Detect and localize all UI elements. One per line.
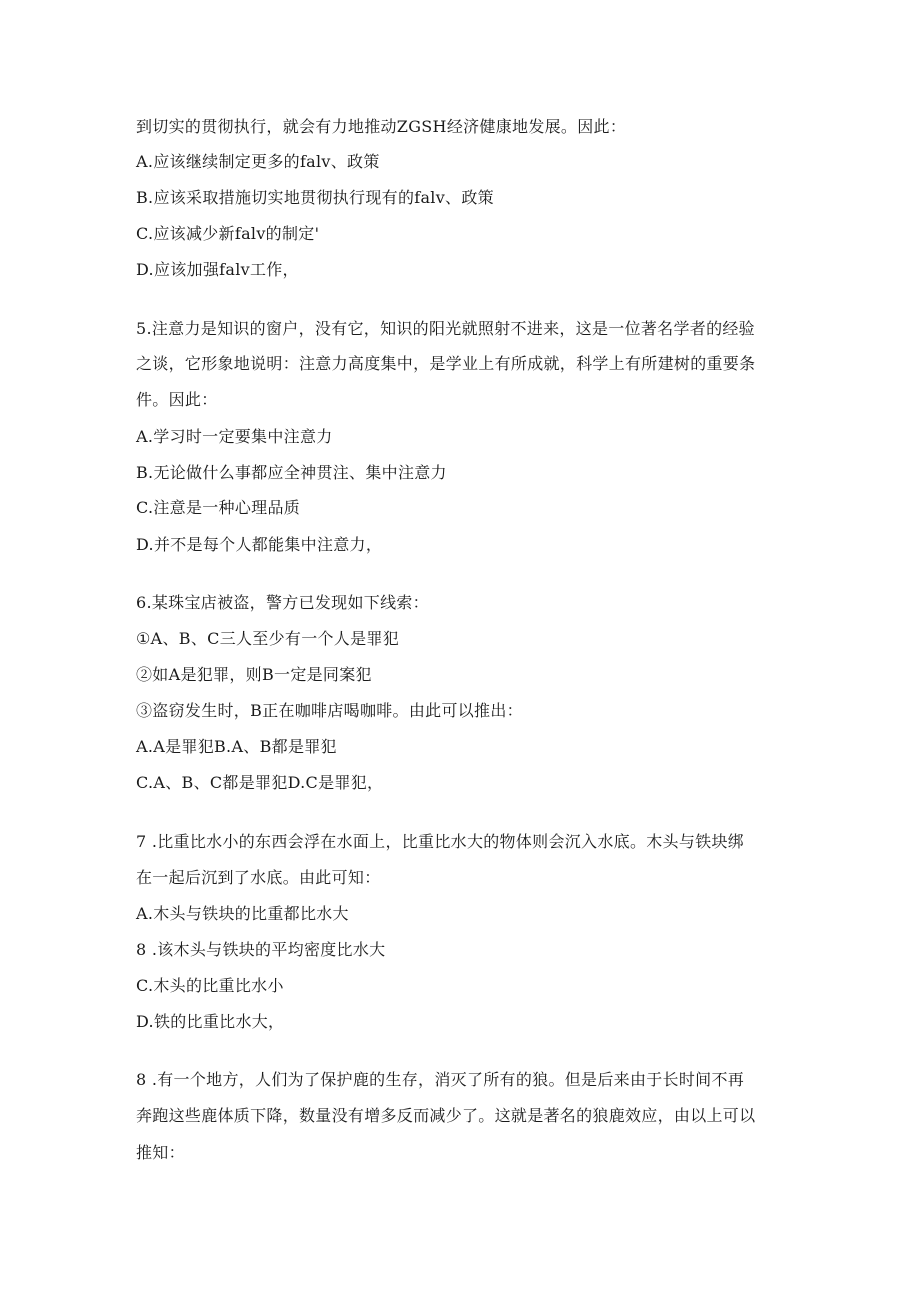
q5-option-a: A.学习时一定要集中注意力 [136,427,333,446]
q6-options-line-1: A.A是罪犯B.A、B都是罪犯 [136,737,337,756]
q7-option-d: D.铁的比重比水大， [136,1012,285,1031]
q8-stem-line-3: 推知： [136,1143,185,1162]
q7-option-b: 8 .该木头与铁块的平均密度比水大 [136,940,386,959]
q5-stem-line-3: 件。因此： [136,390,218,409]
q4-option-d: D.应该加强falv工作， [136,260,299,279]
q7-stem-line-1: 7 .比重比水小的东西会浮在水面上，比重比水大的物体则会沉入水底。木头与铁块绑 [136,832,745,851]
q4-option-c: C.应该减少新falv的制定' [136,224,320,243]
q5-stem-line-2: 之谈，它形象地说明：注意力高度集中，是学业上有所成就，科学上有所建树的重要条 [136,354,756,373]
q6-clue-2: ②如A是犯罪，则B一定是同案犯 [136,665,372,684]
q7-stem-line-2: 在一起后沉到了水底。由此可知： [136,868,381,887]
q4-option-a: A.应该继续制定更多的falv、政策 [136,152,380,171]
q5-stem-line-1: 5.注意力是知识的窗户，没有它，知识的阳光就照射不进来，这是一位著名学者的经验 [136,319,755,338]
q6-stem-line-1: 6.某珠宝店被盗，警方已发现如下线索： [136,593,429,612]
q6-clue-1: ①A、B、C三人至少有一个人是罪犯 [136,629,399,648]
q7-option-a: A.木头与铁块的比重都比水大 [136,904,349,923]
q6-clue-3: ③盗窃发生时，B正在咖啡店喝咖啡。由此可以推出： [136,701,523,720]
q7-option-c: C.木头的比重比水小 [136,976,284,995]
q6-options-line-2: C.A、B、C都是罪犯D.C是罪犯， [136,773,384,792]
q5-option-b: B.无论做什么事都应全神贯注、集中注意力 [136,463,447,482]
q5-option-c: C.注意是一种心理品质 [136,498,301,517]
q8-stem-line-2: 奔跑这些鹿体质下降，数量没有增多反而减少了。这就是著名的狼鹿效应，由以上可以 [136,1106,756,1125]
q4-option-b: B.应该采取措施切实地贯彻执行现有的falv、政策 [136,188,494,207]
q5-option-d: D.并不是每个人都能集中注意力， [136,535,383,554]
q8-stem-line-1: 8 .有一个地方，人们为了保护鹿的生存，消灭了所有的狼。但是后来由于长时间不再 [136,1070,745,1089]
q4-stem-line: 到切实的贯彻执行，就会有力地推动ZGSH经济健康地发展。因此： [136,117,627,136]
